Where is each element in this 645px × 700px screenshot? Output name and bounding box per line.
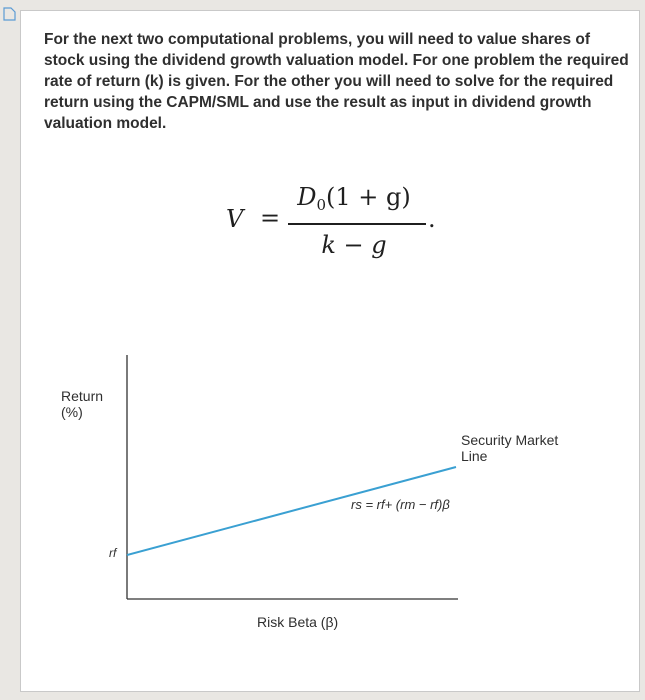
formula-denominator: k − g [321, 231, 387, 259]
formula-equals: = [260, 204, 281, 232]
problem-instructions: For the next two computational problems, you will need to value shares of stock using the dividend growth valuation model. For one problem the required rate of return (k) is given. For the other you will need to solve for the required return using the CAPM/SML and use the result as input in dividend growth valuation model. [44, 31, 629, 132]
sml-label-line2: Line [461, 448, 488, 464]
rf-intercept-label: rf [109, 546, 117, 560]
formula-lhs: V [226, 205, 244, 233]
formula-d-subscript: 0 [316, 196, 327, 214]
y-axis-label-return: Return [61, 388, 104, 404]
formula-d: D [297, 183, 317, 211]
formula-numerator [284, 183, 424, 214]
sml-chart [21, 341, 621, 641]
x-axis-label: Risk Beta (β) [257, 614, 339, 630]
capm-equation: rs = rf+ (rm − rf)β [351, 497, 450, 512]
document-icon [2, 6, 18, 22]
formula-growth-term: (1 + g) [326, 183, 411, 211]
formula-period: . [428, 205, 436, 233]
y-axis-label-percent: (%) [61, 404, 83, 420]
question-card [20, 10, 640, 692]
fraction-bar [288, 223, 426, 225]
sml-label-line1: Security Market [461, 432, 559, 448]
dividend-growth-formula [226, 183, 466, 275]
